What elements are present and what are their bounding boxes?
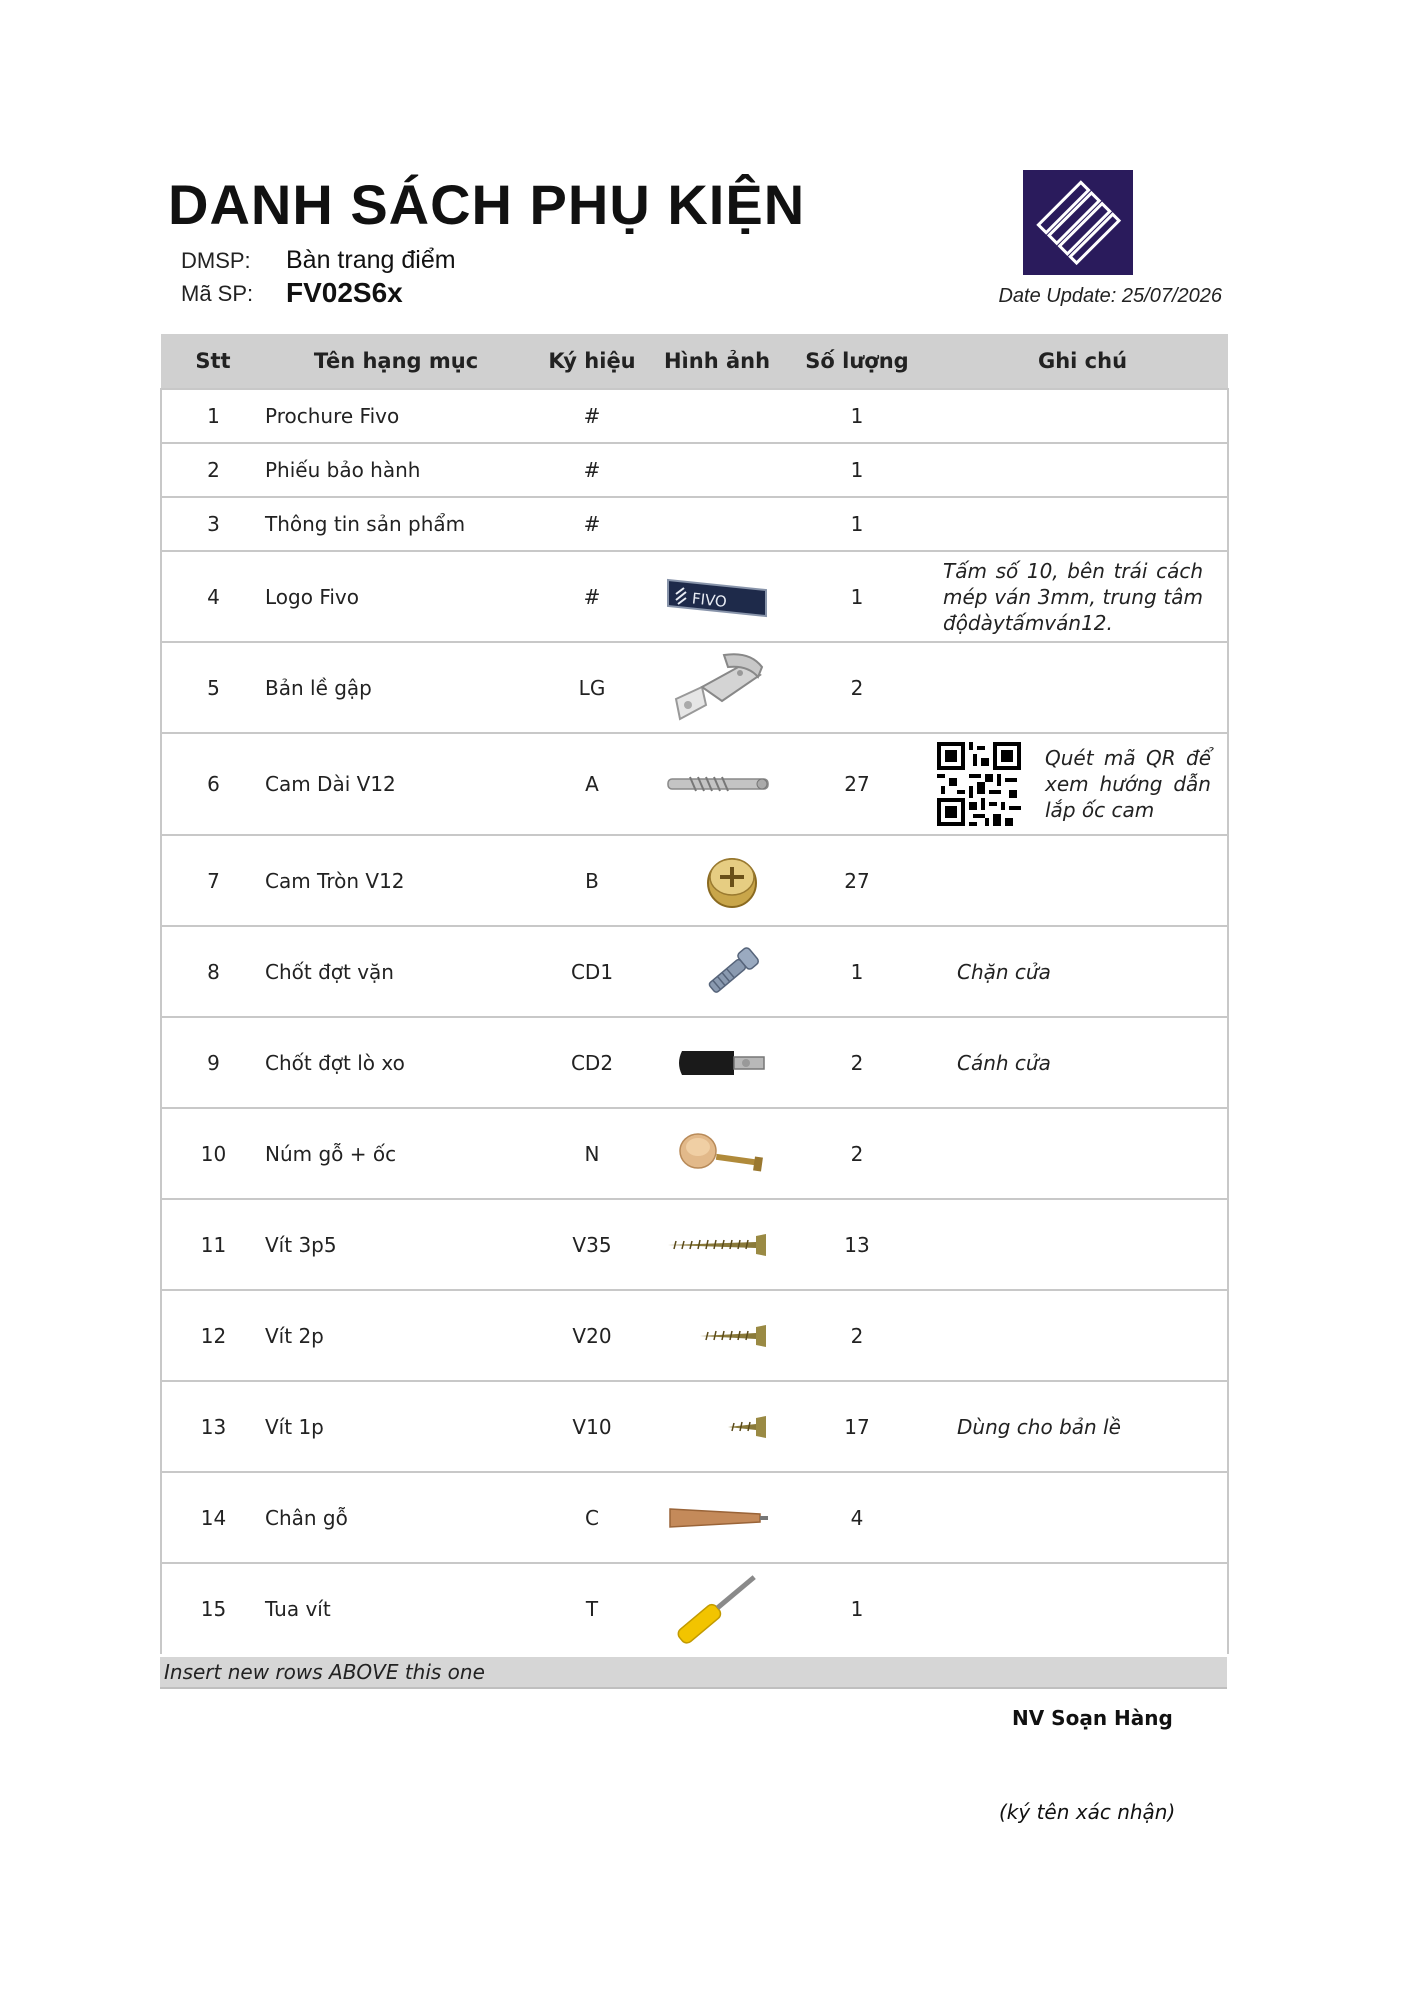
cell-note — [937, 1199, 1228, 1290]
cell-name: Chân gỗ — [265, 1472, 527, 1563]
cell-name: Phiếu bảo hành — [265, 443, 527, 497]
cell-code: C — [527, 1472, 657, 1563]
cell-qty: 13 — [777, 1199, 937, 1290]
cell-name: Cam Tròn V12 — [265, 835, 527, 926]
table-row — [161, 497, 1228, 551]
cell-name: Vít 3p5 — [265, 1199, 527, 1290]
table-row — [161, 1381, 1228, 1472]
staff-label: NV Soạn Hàng — [1012, 1706, 1173, 1730]
cell-qty: 2 — [777, 1290, 937, 1381]
cell-qty: 27 — [777, 835, 937, 926]
insert-rows-footer — [160, 1657, 1227, 1689]
cell-stt: 14 — [161, 1472, 265, 1563]
cell-stt: 2 — [161, 443, 265, 497]
cell-image — [657, 1381, 777, 1472]
header-code: Ký hiệu — [527, 334, 657, 389]
cell-note — [937, 835, 1228, 926]
cell-image — [657, 1199, 777, 1290]
spring-shelf-pin-image — [662, 1041, 772, 1085]
wooden-leg-image — [662, 1503, 772, 1533]
cell-image — [657, 389, 777, 443]
cell-note — [937, 1472, 1228, 1563]
wooden-knob-with-screw-image — [662, 1129, 772, 1179]
cell-code: CD2 — [527, 1017, 657, 1108]
table-header-row — [161, 334, 1228, 389]
screw-shelf-pin-image — [662, 942, 772, 1002]
cell-note — [937, 1563, 1228, 1654]
cell-stt: 7 — [161, 835, 265, 926]
cell-note — [937, 733, 1228, 835]
cell-image — [657, 733, 777, 835]
masp-value: FV02S6x — [286, 277, 403, 308]
cell-qty: 1 — [777, 497, 937, 551]
cell-note: Dùng cho bản lề — [937, 1381, 1228, 1472]
cell-qty: 1 — [777, 443, 937, 497]
cell-qty: 4 — [777, 1472, 937, 1563]
header-image: Hình ảnh — [657, 334, 777, 389]
cell-name: Logo Fivo — [265, 551, 527, 642]
cell-note — [937, 1290, 1228, 1381]
cell-qty: 1 — [777, 551, 937, 642]
cell-code: # — [527, 497, 657, 551]
dmsp-value: Bàn trang điểm — [286, 246, 456, 274]
header-name: Tên hạng mục — [265, 334, 527, 389]
cell-image — [657, 1472, 777, 1563]
cell-code: CD1 — [527, 926, 657, 1017]
table-row — [161, 733, 1228, 835]
cell-code: V20 — [527, 1290, 657, 1381]
cell-qty: 27 — [777, 733, 937, 835]
masp-label: Mã SP: — [181, 281, 254, 306]
cell-name: Bản lề gập — [265, 642, 527, 733]
note-text: Tấm số 10, bên trái cách mép ván 3mm, trung tâm độdàytấmván12. — [943, 558, 1203, 635]
fivo-plate-text: FIVO — [691, 588, 728, 611]
header-note: Ghi chú — [937, 334, 1228, 389]
cell-stt: 13 — [161, 1381, 265, 1472]
long-cam-dowel-image — [662, 769, 772, 799]
cell-note — [937, 443, 1228, 497]
sign-note: (ký tên xác nhận) — [999, 1800, 1176, 1824]
page-title: DANH SÁCH PHỤ KIỆN — [168, 173, 806, 236]
cell-name: Núm gỗ + ốc — [265, 1108, 527, 1199]
footer-note: Insert new rows ABOVE this one — [164, 1660, 485, 1684]
cell-stt: 10 — [161, 1108, 265, 1199]
cell-qty: 2 — [777, 1017, 937, 1108]
cell-name: Chốt đợt vặn — [265, 926, 527, 1017]
cell-note — [937, 642, 1228, 733]
cell-code: # — [527, 389, 657, 443]
cell-note: Chặn cửa — [937, 926, 1228, 1017]
cell-stt: 12 — [161, 1290, 265, 1381]
cell-code: T — [527, 1563, 657, 1654]
table-row — [161, 551, 1228, 642]
cell-image — [657, 835, 777, 926]
cell-image — [657, 497, 777, 551]
cell-name: Tua vít — [265, 1563, 527, 1654]
table-row — [161, 642, 1228, 733]
cell-stt: 4 — [161, 551, 265, 642]
accessories-table — [160, 334, 1229, 1654]
header-qty: Số lượng — [777, 334, 937, 389]
dmsp-label: DMSP: — [181, 248, 251, 273]
cell-note — [937, 551, 1228, 642]
table-row — [161, 1472, 1228, 1563]
company-logo — [1023, 170, 1133, 275]
cell-qty: 2 — [777, 642, 937, 733]
cell-image — [657, 926, 777, 1017]
cell-stt: 6 — [161, 733, 265, 835]
fivo-logo-plate-image — [662, 572, 772, 622]
cell-code: B — [527, 835, 657, 926]
cell-image — [657, 1290, 777, 1381]
screw-35-image — [662, 1232, 772, 1258]
table-row — [161, 389, 1228, 443]
cell-qty: 17 — [777, 1381, 937, 1472]
cell-image — [657, 1563, 777, 1654]
cell-code: V10 — [527, 1381, 657, 1472]
cell-qty: 1 — [777, 926, 937, 1017]
cell-qty: 2 — [777, 1108, 937, 1199]
screwdriver-image — [662, 1569, 772, 1649]
cell-name: Prochure Fivo — [265, 389, 527, 443]
table-row — [161, 1290, 1228, 1381]
qr-note — [937, 742, 1227, 826]
cell-note — [937, 1108, 1228, 1199]
cell-name: Vít 2p — [265, 1290, 527, 1381]
cell-code: LG — [527, 642, 657, 733]
cell-image — [657, 443, 777, 497]
table-row — [161, 926, 1228, 1017]
cell-stt: 5 — [161, 642, 265, 733]
cell-code: # — [527, 551, 657, 642]
cell-code: N — [527, 1108, 657, 1199]
cell-stt: 9 — [161, 1017, 265, 1108]
cell-stt: 1 — [161, 389, 265, 443]
striped-diamond-logo-icon — [1023, 170, 1133, 275]
cell-note: Cánh cửa — [937, 1017, 1228, 1108]
cell-qty: 1 — [777, 1563, 937, 1654]
cell-stt: 15 — [161, 1563, 265, 1654]
cell-stt: 11 — [161, 1199, 265, 1290]
screw-10-image — [662, 1414, 772, 1440]
table-row — [161, 835, 1228, 926]
cell-code: A — [527, 733, 657, 835]
table-row — [161, 1108, 1228, 1199]
cell-code: # — [527, 443, 657, 497]
cell-image — [657, 1017, 777, 1108]
cell-stt: 8 — [161, 926, 265, 1017]
cell-name: Vít 1p — [265, 1381, 527, 1472]
cell-name: Chốt đợt lò xo — [265, 1017, 527, 1108]
note-text: Quét mã QR để xem hướng dẫn lắp ốc cam — [1045, 746, 1211, 822]
table-row — [161, 1017, 1228, 1108]
table-row — [161, 1563, 1228, 1654]
cell-note — [937, 497, 1228, 551]
qr-code-icon[interactable] — [937, 742, 1021, 826]
round-cam-lock-image — [662, 851, 772, 911]
cell-name: Cam Dài V12 — [265, 733, 527, 835]
cell-image — [657, 642, 777, 733]
cell-code: V35 — [527, 1199, 657, 1290]
header-stt: Stt — [161, 334, 265, 389]
date-update: Date Update: 25/07/2026 — [998, 285, 1222, 307]
table-row — [161, 443, 1228, 497]
screw-20-image — [662, 1323, 772, 1349]
cell-image — [657, 551, 777, 642]
cell-note — [937, 389, 1228, 443]
cell-name: Thông tin sản phẩm — [265, 497, 527, 551]
table-row — [161, 1199, 1228, 1290]
cell-image — [657, 1108, 777, 1199]
folding-hinge-image — [662, 647, 772, 729]
cell-stt: 3 — [161, 497, 265, 551]
cell-qty: 1 — [777, 389, 937, 443]
